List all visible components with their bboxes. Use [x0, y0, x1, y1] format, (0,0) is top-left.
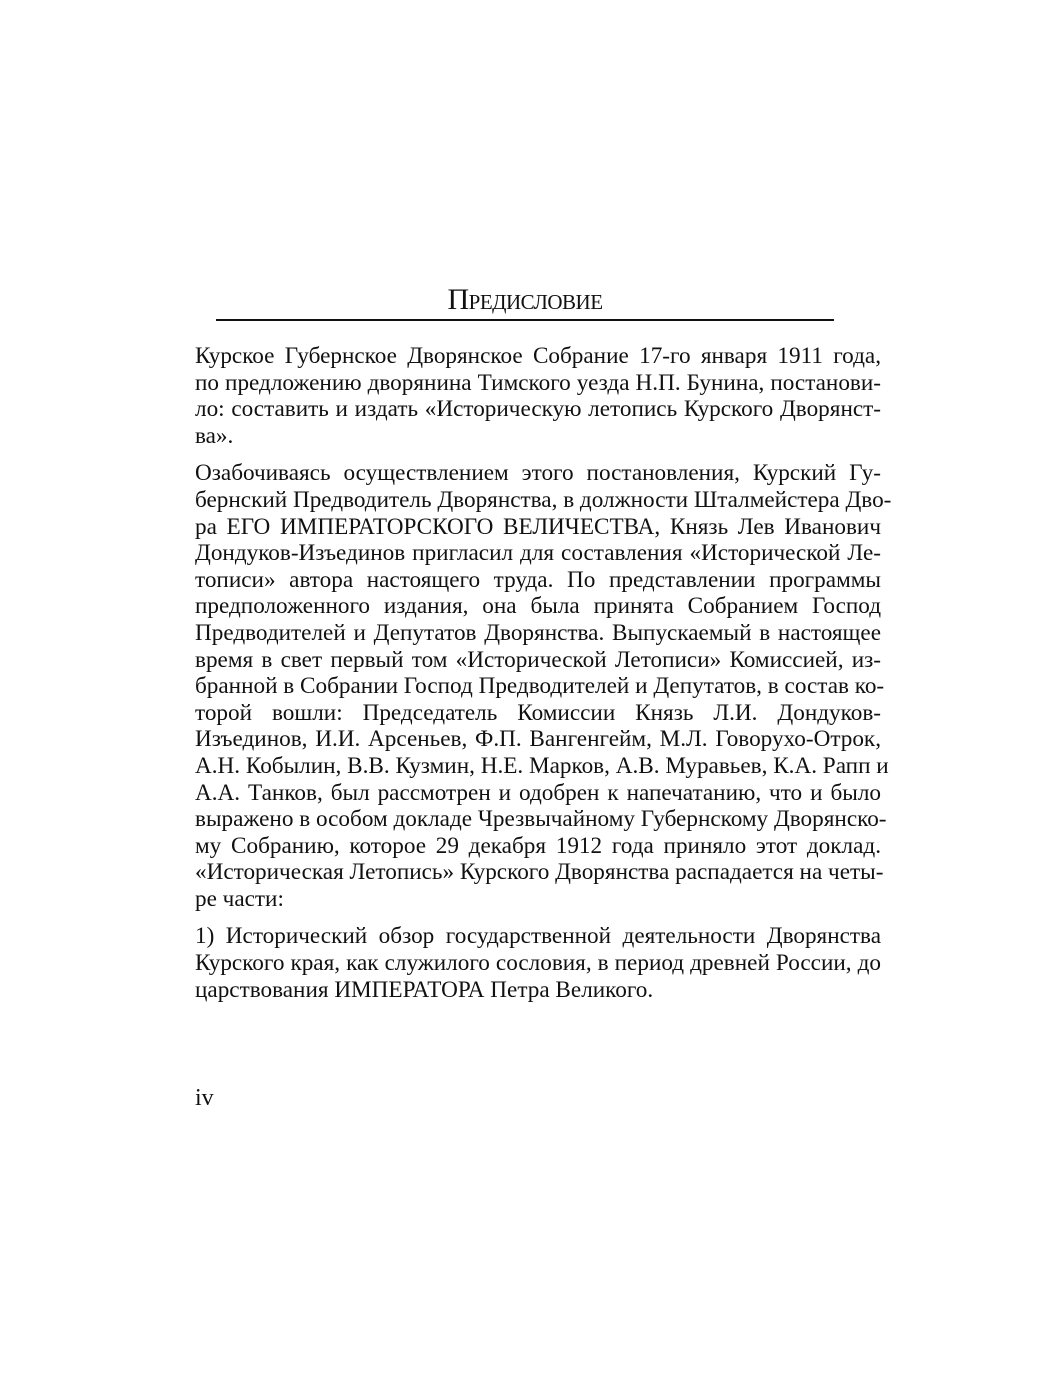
paragraph-line: Курское Губернское Дворянское Собрание 17-го января 1911 года, [195, 343, 881, 369]
paragraph-line: ло: составить и издать «Историческую летопись Курского Дворянст- [195, 396, 881, 423]
paragraph-line: 1) Исторический обзор государственной деятельности Дворянства [195, 923, 881, 950]
paragraph-line: А.Н. Кобылин, В.В. Кузмин, Н.Е. Марков, А.В. Муравьев, К.А. Рапп и [195, 752, 889, 779]
paragraph-line: время в свет первый том «Исторической Летописи» Комиссией, из- [195, 646, 881, 673]
paragraph-line: выражено в особом докладе Чрезвычайному Губернскому Дворянско- [195, 806, 887, 833]
paragraph-line: предположенного издания, она была принята Собранием Господ [195, 593, 881, 620]
paragraph-line: Предводителей и Депутатов Дворянства. Выпускаемый в настоящее [195, 619, 881, 646]
page-title: Предисловие [447, 283, 603, 316]
paragraph-1 [195, 343, 881, 449]
paragraph-line: по предложению дворянина Тимского уезда Н.П. Бунина, постанови- [195, 369, 881, 396]
paragraph-line: Дондуков-Изъединов пригласил для составления «Исторической Ле- [195, 540, 881, 567]
paragraph-line: бернский Предводитель Дворянства, в должности Шталмейстера Дво- [195, 486, 892, 513]
paragraph-3 [195, 923, 881, 1003]
paragraph-line: А.А. Танков, был рассмотрен и одобрен к напечатанию, что и было [195, 779, 881, 806]
paragraph-line: ре части: [195, 885, 284, 912]
paragraph-line: тописи» автора настоящего труда. По представлении программы [195, 566, 881, 593]
paragraph-line: «Историческая Летопись» Курского Дворянства распадается на четы- [195, 859, 884, 886]
title-underline [216, 319, 834, 321]
paragraph-2 [195, 460, 892, 912]
preface-body [195, 343, 892, 1014]
paragraph-line: царствования ИМПЕРАТОРА Петра Великого. [195, 976, 654, 1003]
paragraph-line: ва». [195, 422, 234, 449]
paragraph-line: му Собранию, которое 29 декабря 1912 года приняло этот доклад. [195, 832, 881, 859]
paragraph-line: ра ЕГО ИМПЕРАТОРСКОГО ВЕЛИЧЕСТВА, Князь Лев Иванович [195, 513, 881, 540]
page-number: iv [195, 1085, 214, 1111]
paragraph-line: торой вошли: Председатель Комиссии Князь Л.И. Дондуков- [195, 699, 881, 726]
paragraph-line: Озабочиваясь осуществлением этого постановления, Курский Гу- [195, 460, 881, 487]
paragraph-line: бранной в Собрании Господ Предводителей и Депутатов, в состав ко- [195, 673, 885, 700]
paragraph-line: Изъединов, И.И. Арсеньев, Ф.П. Вангенгейм, М.Л. Говорухо-Отрок, [195, 726, 881, 753]
paragraph-line: Курского края, как служилого сословия, в период древней России, до [195, 950, 881, 977]
